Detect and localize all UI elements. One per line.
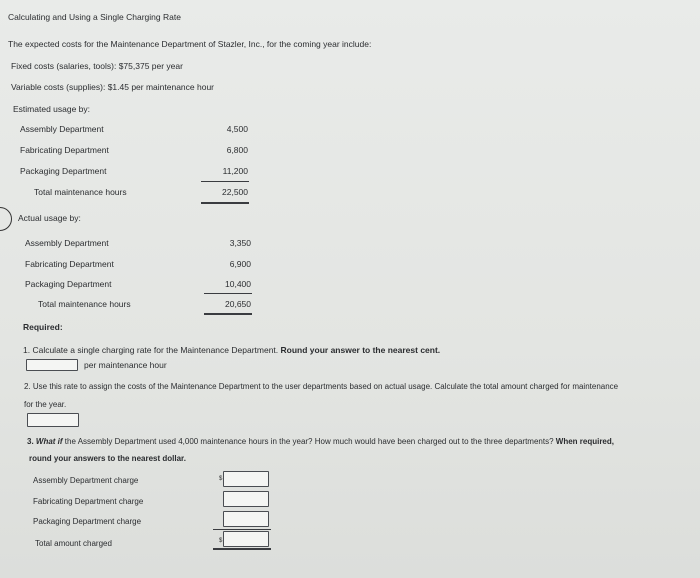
q3-row-packaging-label: Packaging Department charge: [33, 517, 142, 526]
estimated-row-assembly: Assembly Department: [20, 124, 104, 134]
q3-what-if: What if: [35, 437, 63, 446]
estimated-rule-bottom: [201, 202, 249, 204]
estimated-row-total: Total maintenance hours: [34, 187, 127, 197]
actual-row-fabricating: Fabricating Department: [25, 259, 114, 269]
q3-assembly-input[interactable]: [223, 471, 269, 487]
q3-total-rule: [213, 529, 271, 530]
q3-row-assembly-dollar: $: [219, 476, 223, 482]
actual-row-assembly: Assembly Department: [25, 238, 109, 248]
question-2-line1: 2. Use this rate to assign the costs of the Maintenance Department to the user departments based on actual usage. Calculate the total amount charged for maintenance: [24, 382, 619, 391]
estimated-value-fabricating: 6,800: [226, 145, 248, 155]
actual-row-packaging: Packaging Department: [25, 279, 112, 289]
actual-row-total: Total maintenance hours: [38, 299, 131, 309]
estimated-usage-label: Estimated usage by:: [13, 104, 91, 114]
estimated-value-assembly: 4,500: [226, 124, 248, 134]
actual-value-packaging: 10,400: [225, 279, 251, 289]
estimated-row-fabricating: Fabricating Department: [20, 145, 109, 155]
actual-value-fabricating: 6,900: [229, 259, 251, 269]
q3-text: the Assembly Department used 4,000 maintenance hours in the year? How much would have been charged out to the three departments?: [62, 437, 556, 446]
estimated-rule-top: [201, 181, 249, 182]
page-edge-circle: [0, 207, 12, 231]
q3-row-total-label: Total amount charged: [35, 539, 112, 548]
question-2-line2: for the year.: [24, 400, 67, 409]
actual-value-total: 20,650: [225, 299, 251, 309]
fixed-costs: Fixed costs (salaries, tools): $75,375 per year: [11, 61, 183, 71]
q3-row-fabricating-label: Fabricating Department charge: [33, 497, 144, 506]
q3-fabricating-input[interactable]: [223, 491, 269, 507]
q3-row-total-dollar: $: [219, 538, 223, 544]
estimated-value-total: 22,500: [222, 187, 248, 197]
q2-total-input[interactable]: [27, 413, 79, 427]
q3-number: 3.: [27, 437, 36, 446]
q1-rate-input[interactable]: [26, 359, 78, 371]
question-3-line2: round your answers to the nearest dollar.: [29, 454, 186, 463]
question-3-line1: [27, 436, 614, 447]
actual-value-assembly: 3,350: [229, 238, 251, 248]
question-1: [23, 345, 440, 356]
estimated-value-packaging: 11,200: [222, 166, 248, 176]
q3-row-assembly-label: Assembly Department charge: [33, 476, 139, 485]
question-1-instruction: Round your answer to the nearest cent.: [280, 345, 441, 355]
actual-rule-top: [204, 293, 252, 294]
actual-rule-bottom: [204, 313, 252, 315]
q3-when-required: When required,: [555, 437, 614, 446]
intro-text: The expected costs for the Maintenance Department of Stazler, Inc., for the coming year include:: [8, 39, 372, 49]
required-label: Required:: [23, 322, 63, 332]
estimated-row-packaging: Packaging Department: [20, 166, 107, 176]
page-title: Calculating and Using a Single Charging Rate: [8, 12, 181, 22]
q3-total-input[interactable]: [223, 531, 269, 547]
question-1-text: 1. Calculate a single charging rate for the Maintenance Department.: [23, 345, 281, 355]
q3-packaging-input[interactable]: [223, 511, 269, 527]
q3-total-double-rule: [213, 548, 271, 550]
variable-costs: Variable costs (supplies): $1.45 per maintenance hour: [11, 82, 215, 92]
actual-usage-label: Actual usage by:: [18, 213, 81, 223]
q1-unit-label: per maintenance hour: [84, 360, 167, 370]
